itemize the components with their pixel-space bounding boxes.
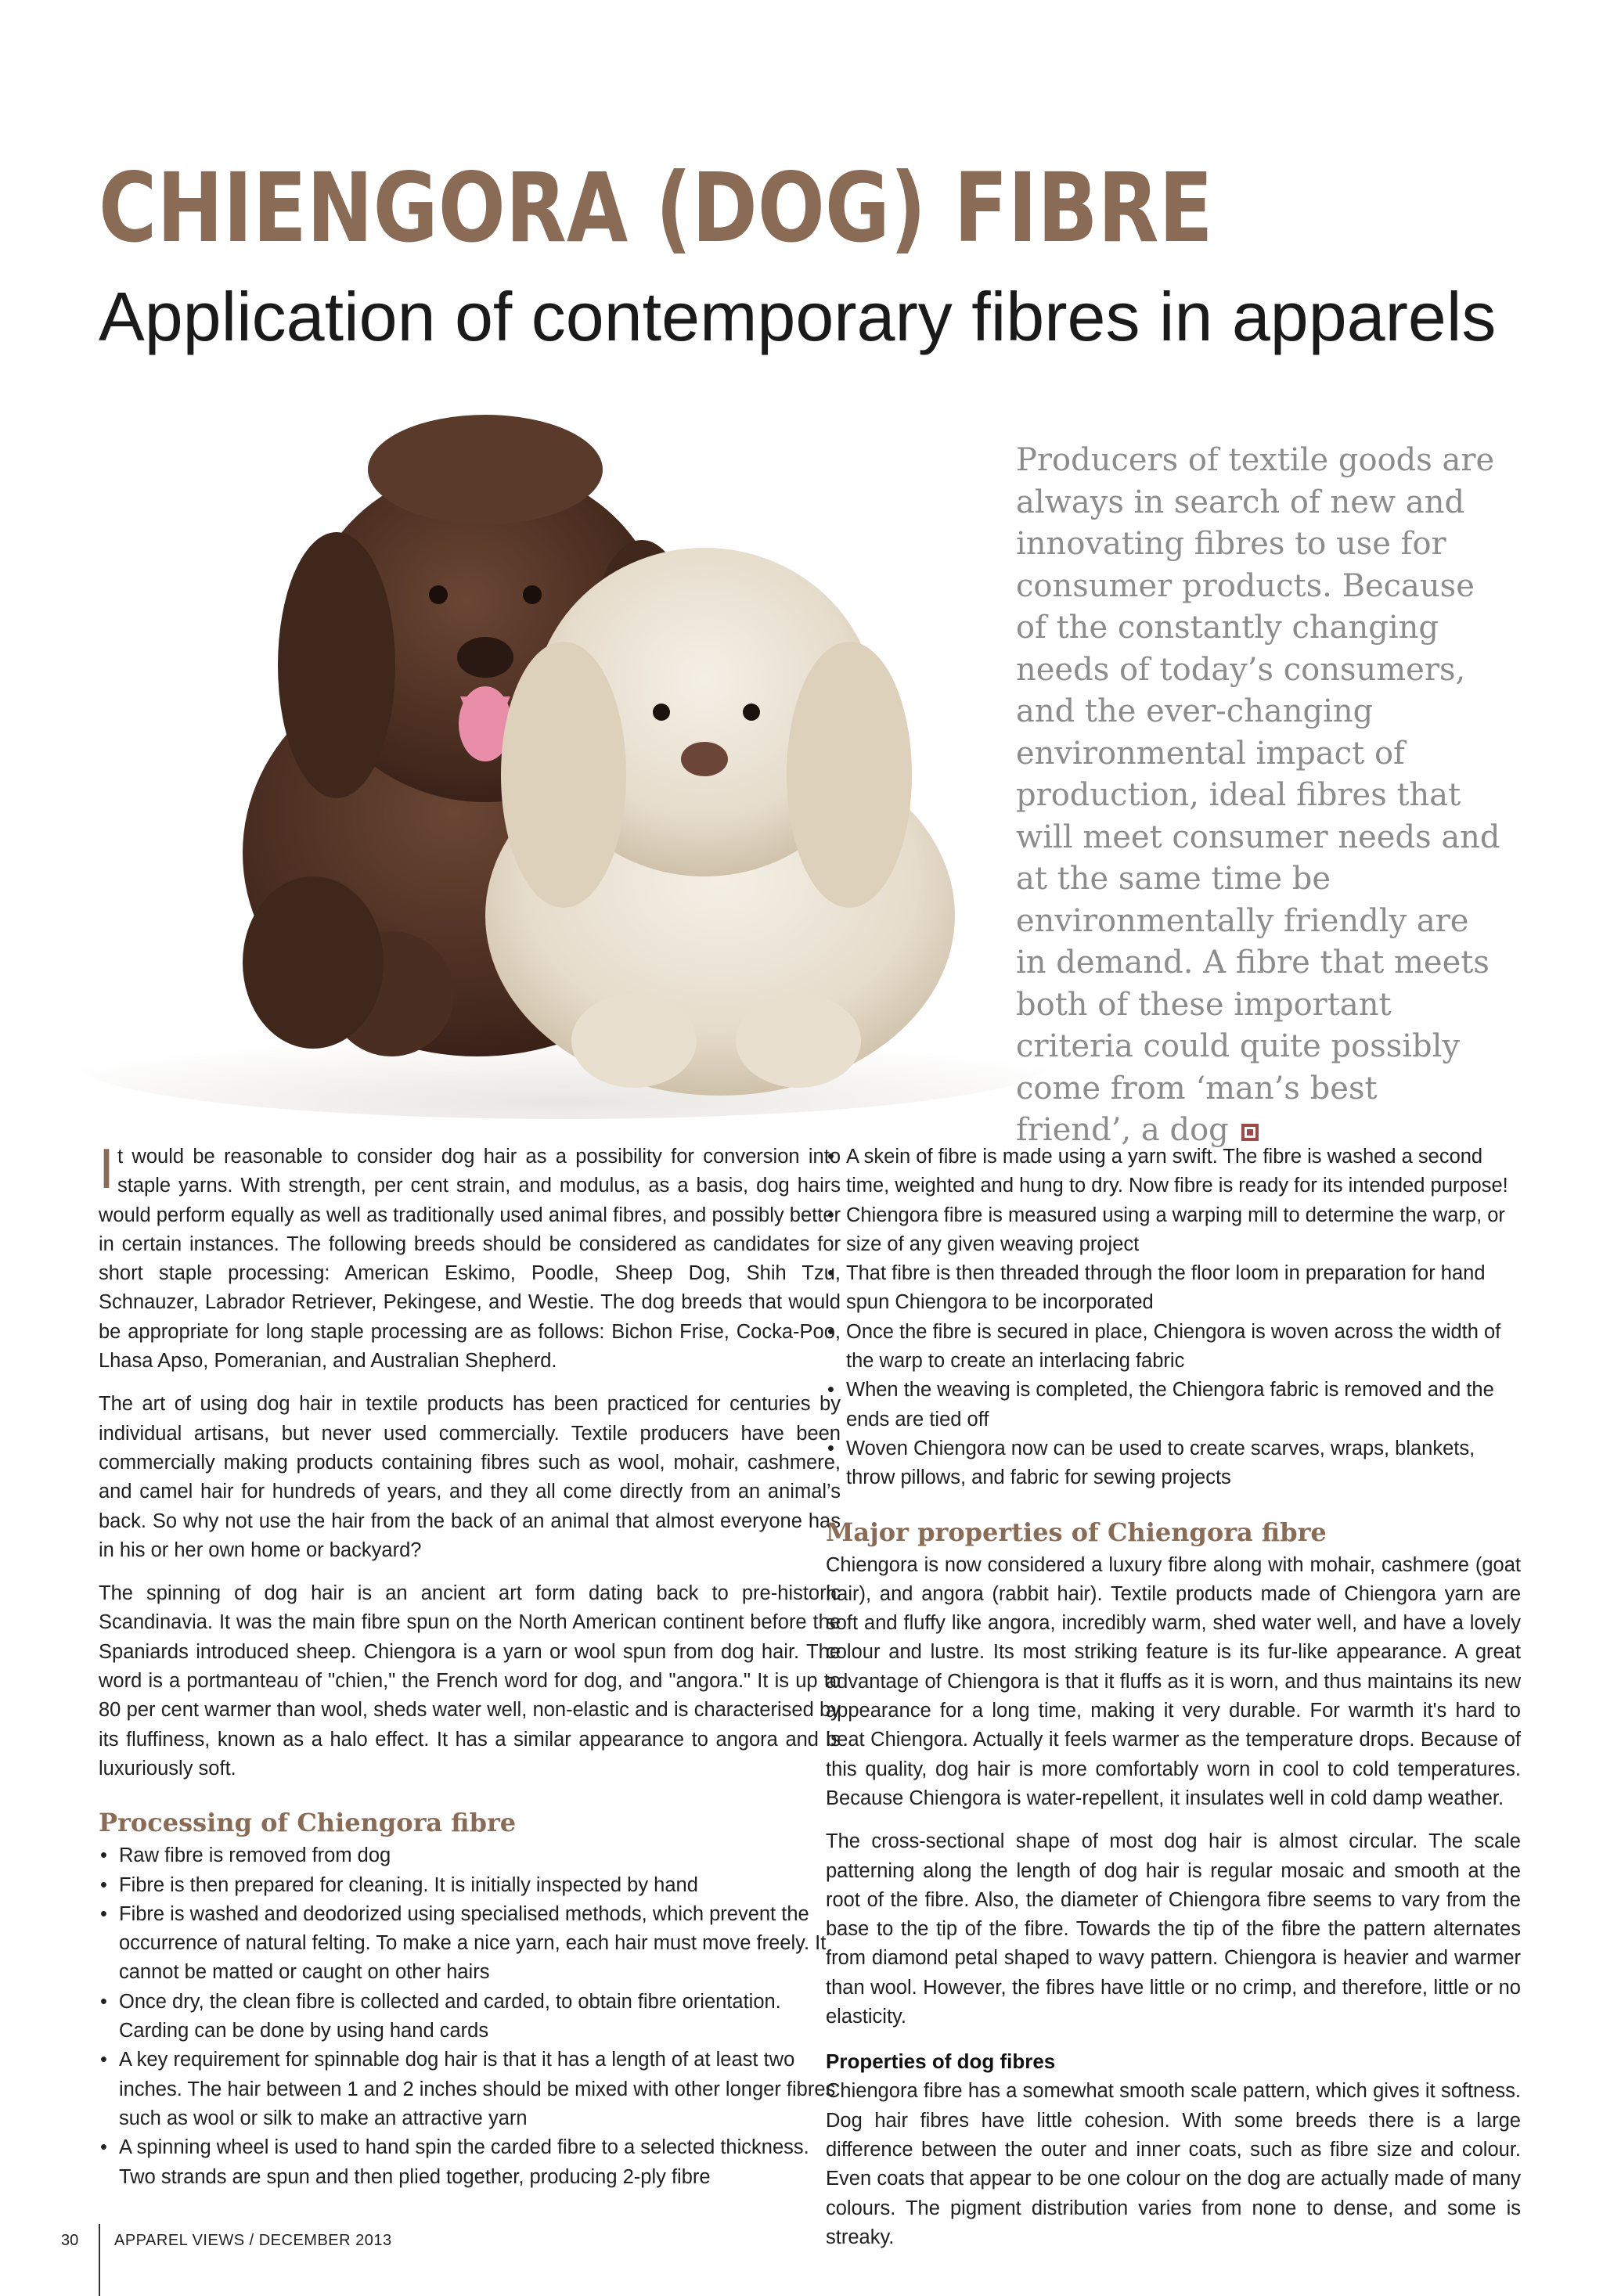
major-paragraph-2: The cross-sectional shape of most dog hair is almost circular. The scale patterning along the length of dog hair is regular mosaic and smooth at the root of the fibre. Also, the diameter of Chiengora fibre seems to vary from the base to the tip of the fibre. Towards the tip of the fibre the pattern alternates from diamond petal shaped to wavy pattern. Chiengora is heavier and warmer than wool. However, the fibres have little or no crimp, and therefore, little or no elasticity.: [826, 1830, 1521, 2028]
dog-properties-paragraph: Chiengora fibre has a somewhat smooth scale pattern, which gives it softness. Dog hair fibres have little cohesion. With some breeds there is a large difference between the outer and inner coats, such as fibre size and colour. Even coats that appear to be one colour on the dog are actually made of many colours. The pigment distribution varies from none to dense, and some is streaky.: [826, 2080, 1521, 2248]
intro-text: Producers of textile goods are always in search of new and innovating fibres to use for consumer products. Because of the constantly changing needs of today’s consumers, and the ever-changing environmental impact of production, ideal fibres that will meet consumer needs and at the same time be environmentally friendly are in demand. A fibre that meets both of these important criteria could quite possibly come from ‘man’s best friend’, a dog: [1016, 442, 1500, 1148]
list-item: • Raw fibre is removed from dog: [99, 1841, 841, 1870]
page-footer: [0, 2224, 1603, 2296]
magazine-name: APPAREL VIEWS /: [114, 2232, 259, 2249]
list-item: • A spinning wheel is used to hand spin the carded fibre to a selected thickness. Two strands are spun and then plied together, producing 2-ply fibre: [99, 2133, 841, 2192]
article-subtitle: Application of contemporary fibres in apparels: [99, 278, 1497, 355]
issue-date: DECEMBER 2013: [258, 2232, 392, 2249]
left-column: [99, 1138, 841, 2206]
end-mark-icon: [1241, 1124, 1259, 1141]
paragraph-1: [99, 1138, 841, 1376]
list-item: • Fibre is then prepared for cleaning. It is initially inspected by hand: [99, 1871, 841, 1900]
list-item: • A skein of fibre is made using a yarn swift. The fibre is washed a second time, weighted and hung to dry. Now fibre is ready for its intended purpose!: [826, 1143, 1521, 1201]
dropcap: I: [99, 1138, 115, 1200]
list-item: • Chiengora fibre is measured using a warping mill to determine the warp, or size of any given weaving project: [826, 1201, 1521, 1260]
list-item: • A key requirement for spinnable dog hair is that it has a length of at least two inches. The hair between 1 and 2 inches should be mixed with other longer fibres such as wool or silk to make an attractive yarn: [99, 2046, 841, 2133]
process-continued-list: [826, 1143, 1521, 1493]
processing-heading: Processing of Chiengora fibre: [99, 1808, 517, 1838]
footer-divider: [99, 2224, 100, 2296]
article-title: CHIENGORA (DOG) FIBRE: [99, 153, 1213, 264]
major-paragraph-1: Chiengora is now considered a luxury fibre along with mohair, cashmere (goat hair), and angora (rabbit hair). Textile products made of Chiengora yarn are soft and fluffy like angora, incredibly warm, shed water well, and have a lovely colour and lustre. Its most striking feature is its fur-like appearance. A great advantage of Chiengora is that it fluffs as it is worn, and thus maintains its new appearance for a long time, making it very durable. For warmth it's hard to beat Chiengora. Actually it feels warmer as the temperature drops. Because of this quality, dog hair is more comfortably worn in cool to cold temperatures. Because Chiengora is water-repellent, it insulates well in cold damp weather.: [826, 1553, 1521, 1809]
major-properties-heading: Major properties of Chiengora fibre: [826, 1517, 1327, 1547]
right-column: [826, 1143, 1521, 2266]
paragraph-1-text: t would be reasonable to consider dog hair as a possibility for conversion into staple yarns. With strength, per cent strain, and modulus, as a basis, dog hairs would perform equally as well as traditionally used animal fibres, and possibly better in certain instances. The following breeds should be considered as candidates for short staple processing: American Eskimo, Poodle, Sheep Dog, Shih Tzu, Schnauzer, Labrador Retriever, Pekingese, and Westie. The dog breeds that would be appropriate for long staple processing are as follows: Bichon Frise, Cocka-Poo, Lhasa Apso, Pomeranian, and Australian Shepherd.: [99, 1146, 841, 1373]
processing-list: [99, 1841, 841, 2192]
list-item: • Once dry, the clean fibre is collected and carded, to obtain fibre orientation. Carding can be done by using hand cards: [99, 1988, 841, 2046]
list-item: • When the weaving is completed, the Chiengora fabric is removed and the ends are tied off: [826, 1376, 1521, 1434]
list-item: • Fibre is washed and deodorized using specialised methods, which prevent the occurrence of natural felting. To make a nice yarn, each hair must move freely. It cannot be matted or caught on other hairs: [99, 1900, 841, 1988]
list-item: • Woven Chiengora now can be used to create scarves, wraps, blankets, throw pillows, and fabric for sewing projects: [826, 1434, 1521, 1493]
paragraph-3: The spinning of dog hair is an ancient art form dating back to pre-historic Scandinavia. It was the main fibre spun on the North American continent before the Spaniards introduced sheep. Chiengora is a yarn or wool spun from dog hair. The word is a portmanteau of "chien," the French word for dog, and "angora." It is up to 80 per cent warmer than wool, sheds water well, non-elastic and is characterised by its fluffiness, known as a halo effect. It has a similar appearance to angora and is luxuriously soft.: [99, 1582, 841, 1780]
dog-properties-heading: Properties of dog fibres: [826, 2049, 1056, 2074]
paragraph-2: The art of using dog hair in textile products has been practiced for centuries by individual artisans, but never used commercially. Textile producers have been commercially making products containing fibres such as wool, mohair, cashmere, and camel hair for hundreds of years, and they all come directly from an animal’s back. So why not use the hair from the back of an animal that almost everyone has in his or her own home or backyard?: [99, 1393, 841, 1561]
list-item: • Once the fibre is secured in place, Chiengora is woven across the width of the warp to create an interlacing fabric: [826, 1318, 1521, 1377]
magazine-issue: [114, 2232, 392, 2250]
page-number: 30: [61, 2232, 79, 2249]
intro-standfirst: [1016, 440, 1501, 1152]
list-item: • That fibre is then threaded through the floor loom in preparation for hand spun Chiengora to be incorporated: [826, 1259, 1521, 1318]
